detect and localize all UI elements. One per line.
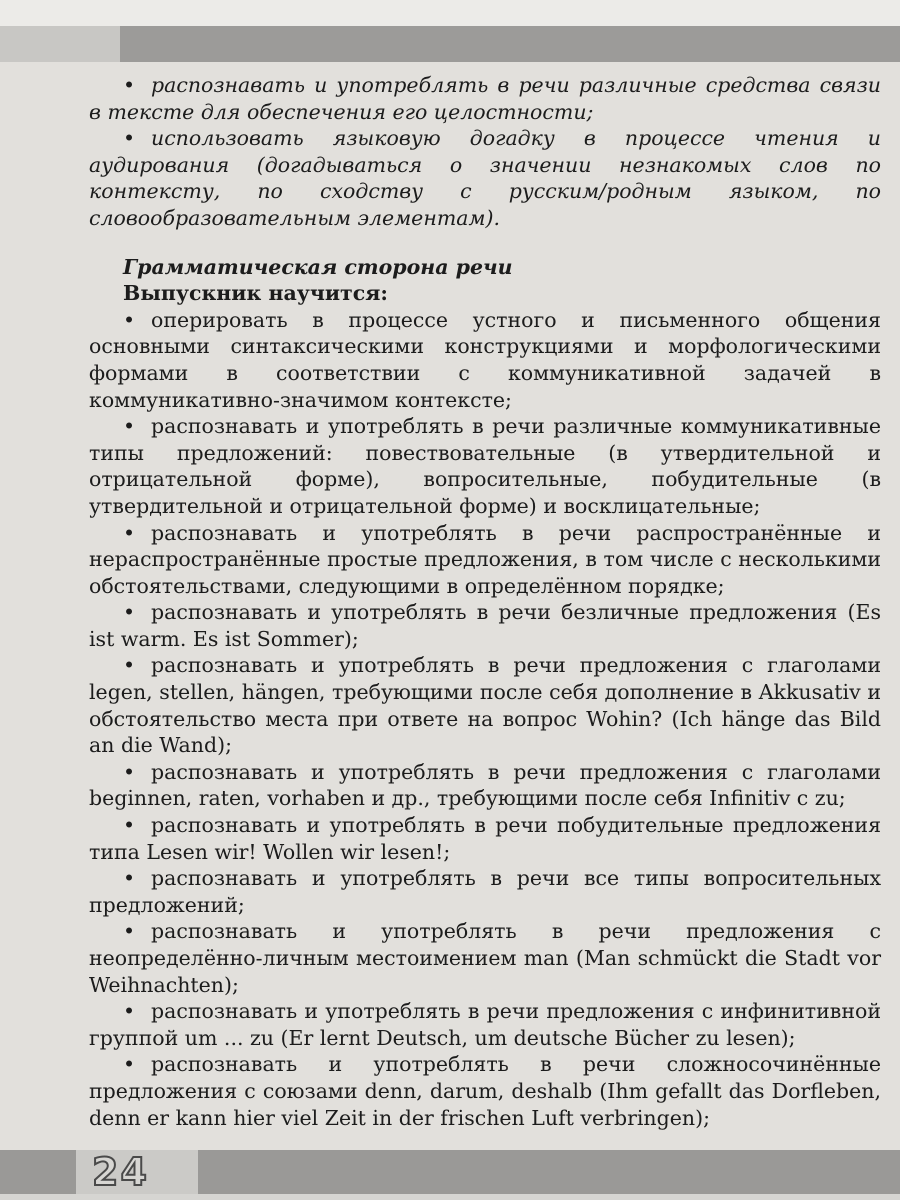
list-item <box>89 918 881 998</box>
list-item-text: распознавать и употреблять в речи сложносочинённые предложения с союзами denn, darum, deshalb (Ihm gefallt das Dorfleben, denn er kann hier viel Zeit in der frischen Luft verbringen); <box>89 1052 881 1130</box>
bullet: • <box>123 126 136 151</box>
header-band <box>0 26 900 62</box>
list-item-text: оперировать в процессе устного и письменного общения основными синтаксическими конструкциями и морфологическими формами в соответствии с коммуникативной задачей в коммуникативно-значимом контексте; <box>89 307 881 412</box>
footer-band <box>0 1150 900 1194</box>
bullet: • <box>123 653 136 678</box>
list-item <box>89 307 881 413</box>
list-item-text: распознавать и употреблять в речи различные коммуникативные типы предложений: повествовательные (в утвердительной и отрицательной форме), вопросительные, побудительные (в утвердительной и отрицательной форме) и восклицательные; <box>89 414 881 518</box>
grammar-list <box>89 307 881 1131</box>
list-item <box>89 652 881 758</box>
bullet: • <box>123 307 136 332</box>
bullet: • <box>123 600 136 625</box>
list-item-text: распознавать и употреблять в речи различные средства связи в тексте для обеспечения его целостности; <box>89 73 881 124</box>
intro-list <box>89 72 881 232</box>
list-item-text: распознавать и употреблять в речи предложения с глаголами legen, stellen, hängen, требующими после себя дополнение в Akkusativ и обстоятельство места при ответе на вопрос Wohin? (Ich hänge das Bild an die Wand); <box>89 653 881 758</box>
bullet: • <box>123 414 136 439</box>
list-item <box>89 1051 881 1131</box>
page-bottom-margin <box>0 1194 900 1200</box>
bullet: • <box>123 999 136 1024</box>
bullet: • <box>123 866 136 891</box>
bullet: • <box>123 919 136 944</box>
list-item-text: распознавать и употреблять в речи распространённые и нераспространённые простые предложения, в том числе с несколькими обстоятельствами, следующими в определённом порядке; <box>89 520 881 598</box>
list-item <box>89 599 881 652</box>
list-item <box>89 72 881 125</box>
bullet: • <box>123 73 136 97</box>
list-item <box>89 812 881 865</box>
page-number: 24 <box>92 1150 149 1194</box>
bullet: • <box>123 1052 136 1077</box>
section-title: Грамматическая сторона речи <box>123 254 513 279</box>
header-band-accent <box>0 26 120 62</box>
list-item-text: распознавать и употреблять в речи предложения с неопределённо-личным местоимением man (Man schmückt die Stadt vor Weihnachten); <box>89 919 881 997</box>
list-item <box>89 865 881 918</box>
page-top-margin <box>0 0 900 26</box>
list-item <box>89 759 881 812</box>
list-item-text: распознавать и употреблять в речи все типы вопросительных предложений; <box>89 866 881 917</box>
list-item-text: использовать языковую догадку в процессе чтения и аудирования (догадываться о значении незнакомых слов по контексту, по сходству с русским/родным языком, по словообразовательным элементам). <box>89 126 881 230</box>
list-item-text: распознавать и употреблять в речи побудительные предложения типа Lesen wir! Wollen wir lesen!; <box>89 813 881 864</box>
bullet: • <box>123 520 136 545</box>
list-item <box>89 413 881 519</box>
bullet: • <box>123 813 136 838</box>
list-item-text: распознавать и употреблять в речи предложения с глаголами beginnen, raten, vorhaben и др., требующими после себя Infinitiv с zu; <box>89 759 881 811</box>
list-item <box>89 998 881 1051</box>
page-content <box>89 72 881 1131</box>
section-subtitle: Выпускник научится: <box>123 281 388 306</box>
list-item-text: распознавать и употреблять в речи предложения с инфинитивной группой um ... zu (Er lernt Deutsch, um deutsche Bücher zu lesen); <box>89 999 881 1050</box>
bullet: • <box>123 759 136 784</box>
list-item <box>89 520 881 600</box>
list-item <box>89 125 881 231</box>
list-item-text: распознавать и употреблять в речи безличные предложения (Es ist warm. Es ist Sommer); <box>89 600 881 651</box>
